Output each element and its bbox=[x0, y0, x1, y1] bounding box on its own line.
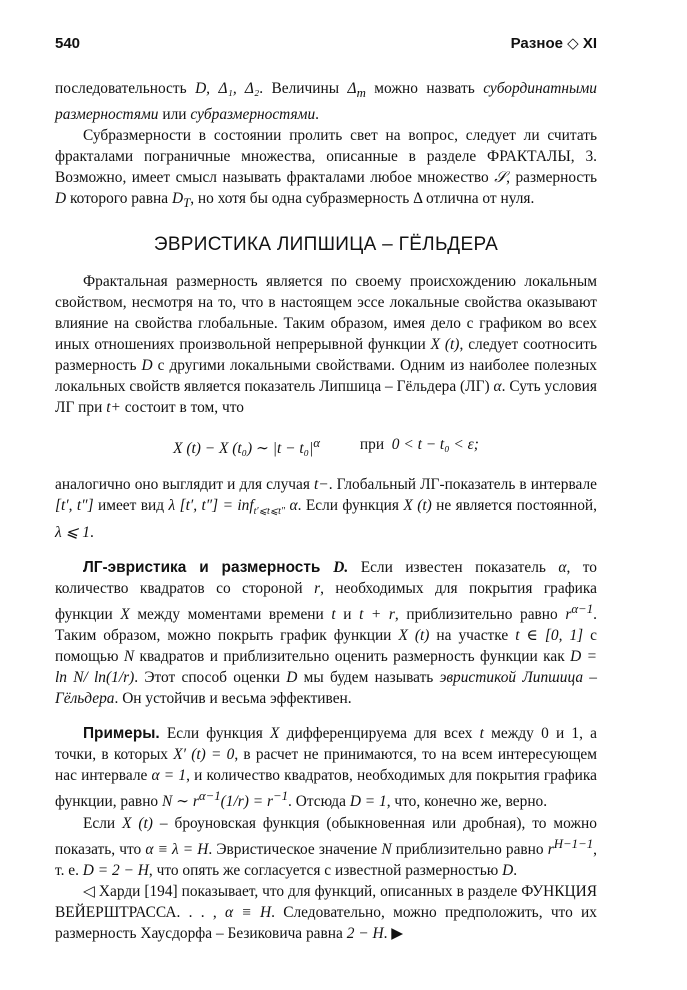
examples-title: Примеры. bbox=[83, 725, 160, 743]
paragraph-brownian: Если X (t) – броуновская функция (обыкновенная или дробная), то можно показать, что α ≡ λ = H. Эвристическое значение N приблизительно равно $r^{H-1-1}$, т. е. D = 2 − H, что опять же согласуется с известной размерностью D. bbox=[55, 814, 597, 879]
paragraph-1: последовательность D, Δ₁, Δ₂. Величины $\Delta_m$ можно назвать субординатными размерностями или субразмерностями. bbox=[55, 80, 597, 124]
subsection-title: ЛГ-эвристика и размерность bbox=[83, 559, 334, 577]
paragraph-2: Субразмерности в состоянии пролить свет на вопрос, следует ли считать фракталами пограничные множества, описанные в разделе ФРАКТАЛЫ, 3. Возможно, имеет смысл называть фракталами любое множество 𝒮, размерность D которого равна $D_T$, но хотя бы одна субразмерность Δ отлична от нуля. bbox=[55, 127, 597, 211]
display-equation bbox=[55, 436, 597, 458]
paragraph-4: аналогично оно выглядит и для случая t−. Глобальный ЛГ-показатель в интервале [t′, t″] имеет вид λ [t′, t″] = inf$_{t'⩽t⩽t''}$ α. Если функция X (t) не является постоянной, λ ⩽ 1. bbox=[55, 476, 598, 542]
paragraph-examples: Примеры. Если функция X дифференцируема для всех t между 0 и 1, а точки, в которых X′ (t) = 0, в расчет не принимаются, то на всем интересующем нас интервале α = 1, и количество квадратов, необходимых для покрытия графика функции, равно N ∼ $r^{\alpha-1}(1/r) = r^{-1}$. Отсюда D = 1, что, конечно же, верно. bbox=[55, 725, 598, 811]
section-title: Разное ◇ XI bbox=[510, 35, 597, 52]
running-header bbox=[55, 34, 597, 52]
equation-lhs: X (t) − X (t₀) ∼ $|t - t_0|^\alpha$ bbox=[173, 436, 320, 458]
equation-condition: при 0 < t − t₀ < ε; bbox=[359, 436, 479, 454]
section-heading: ЭВРИСТИКА ЛИПШИЦА – ГЁЛЬДЕРА bbox=[153, 234, 499, 256]
paragraph-3: Фрактальная размерность является по своему происхождению локальным свойством, несмотря на то, что в настоящем эссе локальные свойства оказывают влияние на свойства глобальные. Таким образом, имея дело с графиком во всех иных отношениях произвольной непрерывной функции X (t), следует соотносить размерность D с другими локальными свойствами. Одним из наиболее полезных локальных свойств является показатель Липшица – Гёльдера (ЛГ) α. Суть условия ЛГ при t+ состоит в том, что bbox=[55, 273, 597, 417]
page-number: 540 bbox=[55, 35, 81, 52]
paragraph-hardy: ◁ Харди [194] показывает, что для функций, описанных в разделе ФУНКЦИЯ ВЕЙЕРШТРАССА. . . , α ≡ H. Следовательно, можно предположить, что их размерность Хаусдорфа – Безиковича равна 2 − H. ▶ bbox=[55, 882, 597, 942]
paragraph-lh-heuristic: ЛГ-эвристика и размерность D. Если известен показатель α, то количество квадратов со стороной r, необходимых для покрытия графика функции X между моментами времени t и t + r, приблизительно равно $r^{\alpha-1}$. Таким образом, можно покрыть график функции X (t) на участке t ∈ [0, 1] с помощью N квадратов и приблизительно оценить размерность функции как D = ln N/ ln(1/r). Этот способ оценки D мы будем называть эвристикой Липшица – Гёльдера. Он устойчив и весьма эффективен. bbox=[55, 559, 597, 708]
book-page bbox=[55, 34, 597, 944]
